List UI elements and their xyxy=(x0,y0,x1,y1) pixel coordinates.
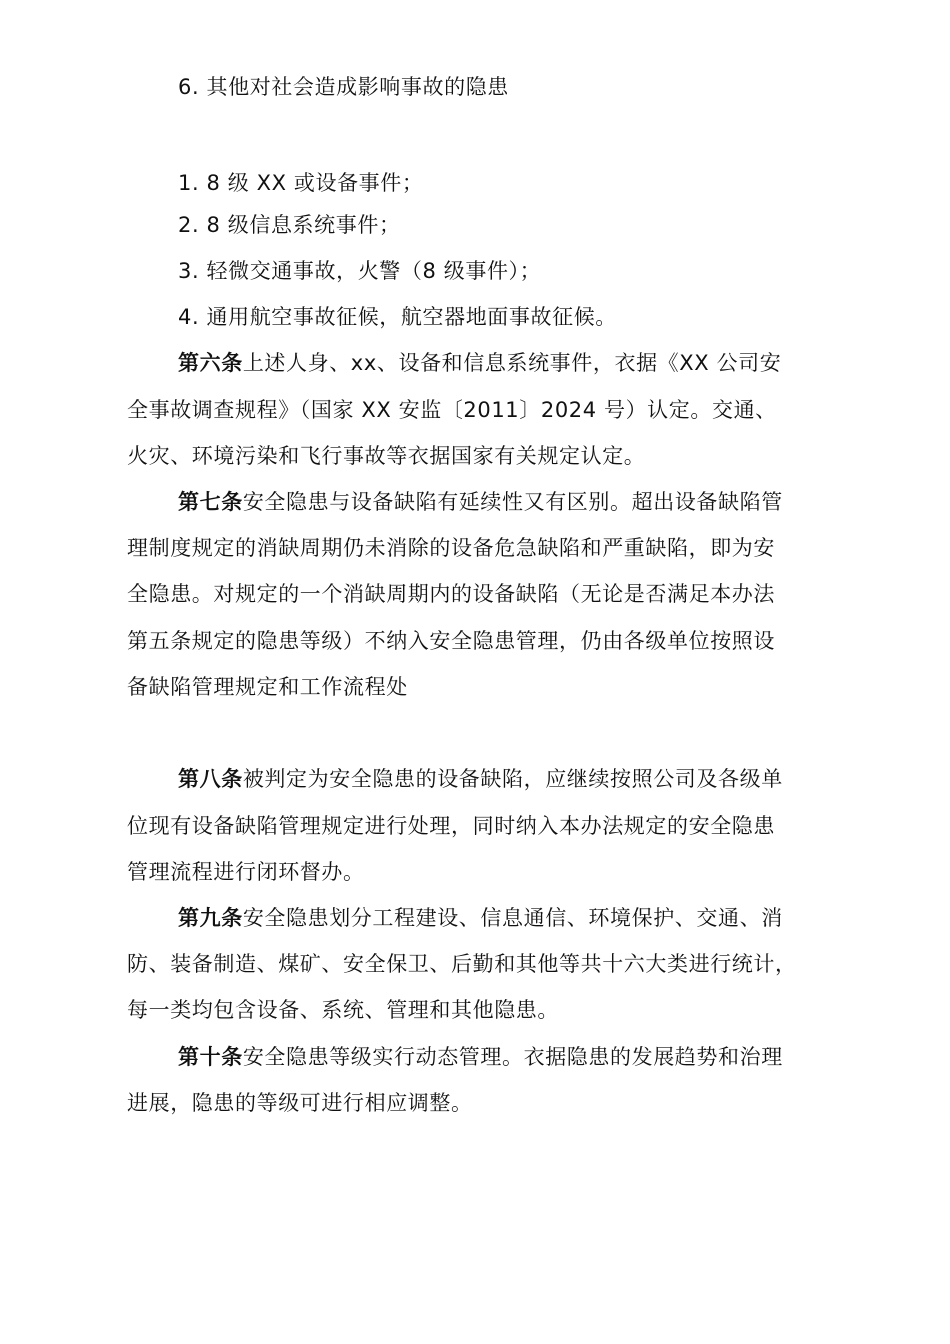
article-9-line-2: 防、装备制造、煤矿、安全保卫、后勤和其他等共十六大类进行统计， xyxy=(127,952,797,976)
article-6-text-1: 上述人身、xx、设备和信息系统事件，衣据《XX 公司安 xyxy=(242,351,782,375)
article-8-heading: 第八条 xyxy=(178,767,243,791)
list-item-4: 4. 通用航空事故征候，航空器地面事故征候。 xyxy=(178,305,617,329)
article-9-line-1 xyxy=(178,903,783,933)
article-8-line-1 xyxy=(178,764,783,794)
article-9-line-3: 每一类均包含设备、系统、管理和其他隐患。 xyxy=(127,998,559,1022)
article-8-line-2: 位现有设备缺陷管理规定进行处理，同时纳入本办法规定的安全隐患 xyxy=(127,814,775,838)
list-item-1: 1. 8 级 XX 或设备事件； xyxy=(178,171,424,195)
list-item-2: 2. 8 级信息系统事件； xyxy=(178,213,401,237)
article-7-line-2: 理制度规定的消缺周期仍未消除的设备危急缺陷和严重缺陷，即为安 xyxy=(127,536,775,560)
list-item-6: 6. 其他对社会造成影响事故的隐患 xyxy=(178,75,509,99)
article-10-heading: 第十条 xyxy=(178,1045,243,1069)
article-7-line-5: 备缺陷管理规定和工作流程处 xyxy=(127,675,408,699)
article-6-line-3: 火灾、环境污染和飞行事故等衣据国家有关规定认定。 xyxy=(127,444,646,468)
article-10-text-1: 安全隐患等级实行动态管理。衣据隐患的发展趋势和治理 xyxy=(242,1045,783,1069)
article-7-line-3: 全隐患。对规定的一个消缺周期内的设备缺陷（无论是否满足本办法 xyxy=(127,582,775,606)
article-6-line-2: 全事故调查规程》（国家 XX 安监〔2011〕2024 号）认定。交通、 xyxy=(127,398,777,422)
article-6-heading: 第六条 xyxy=(178,351,243,375)
article-8-text-1: 被判定为安全隐患的设备缺陷，应继续按照公司及各级单 xyxy=(242,767,783,791)
article-7-line-4: 第五条规定的隐患等级）不纳入安全隐患管理，仍由各级单位按照设 xyxy=(127,629,775,653)
article-10-line-1 xyxy=(178,1042,783,1072)
list-item-3: 3. 轻微交通事故，火警（8 级事件）； xyxy=(178,259,542,283)
article-10-line-2: 进展，隐患的等级可进行相应调整。 xyxy=(127,1091,473,1115)
article-9-heading: 第九条 xyxy=(178,906,243,930)
article-7-heading: 第七条 xyxy=(178,490,243,514)
article-7-line-1 xyxy=(178,487,783,517)
article-7-text-1: 安全隐患与设备缺陷有延续性又有区别。超出设备缺陷管 xyxy=(242,490,783,514)
article-9-text-1: 安全隐患划分工程建设、信息通信、环境保护、交通、消 xyxy=(242,906,783,930)
article-8-line-3: 管理流程进行闭环督办。 xyxy=(127,860,365,884)
article-6-line-1 xyxy=(178,348,781,378)
